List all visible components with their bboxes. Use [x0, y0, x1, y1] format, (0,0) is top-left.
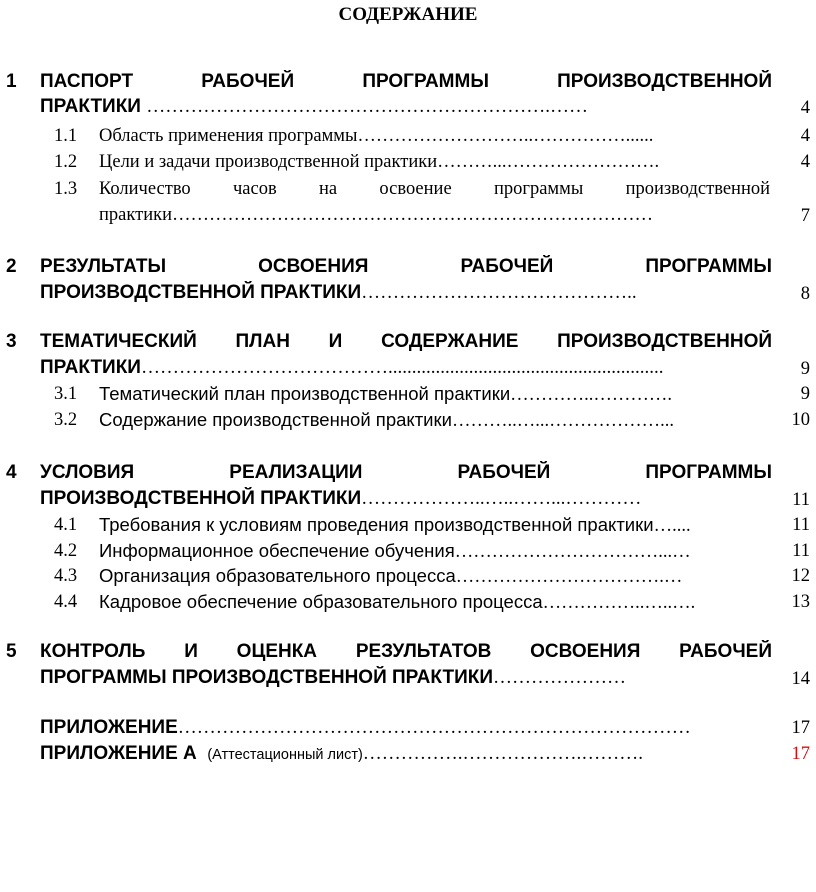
leader-dots: ……………..…..….: [542, 593, 696, 613]
section-number: 5: [6, 641, 17, 662]
subsection-title: Тематический план производственной практики…………..………….: [99, 383, 673, 405]
section-title-line1: КОНТРОЛЬ И ОЦЕНКА РЕЗУЛЬТАТОВ ОСВОЕНИЯ РАБОЧЕЙ: [40, 641, 772, 662]
leader-dots: ………...…………………….: [437, 152, 660, 172]
subsection-title: Требования к условиям проведения производственной практики…....: [99, 514, 691, 536]
section-title-line1: ПАСПОРТ РАБОЧЕЙ ПРОГРАММЫ ПРОИЗВОДСТВЕННОЙ: [40, 71, 772, 92]
section-number: 1: [6, 71, 17, 92]
page-number: 11: [792, 515, 810, 535]
page-number: 12: [791, 566, 810, 586]
leader-dots: ………..…...………………...: [451, 411, 674, 431]
page-number: 4: [800, 152, 810, 172]
subsection-title: Информационное обеспечение обучения……………………………...…: [99, 540, 691, 562]
leader-dots: …………….……………….……….: [362, 743, 644, 764]
subsection-number: 3.2: [54, 410, 78, 430]
page-number: 4: [800, 126, 810, 146]
subsection-title: Цели и задачи производственной практики………...…………………….: [99, 152, 660, 172]
subsection-title: Организация образовательного процесса…………………………….…: [99, 565, 683, 587]
leader-dots: ……………………………………………………….……: [146, 96, 588, 117]
section-title-line2: ПРОИЗВОДСТВЕННОЙ ПРАКТИКИ………………..…..……...…………: [40, 488, 642, 509]
page-number: 11: [792, 490, 810, 510]
leader-dots: ……………………………………………………………………: [171, 205, 653, 225]
subsection-title: Кадровое обеспечение образовательного процесса……………..…..….: [99, 591, 696, 613]
leader-dots: …………………: [493, 667, 626, 688]
subsection-number: 3.1: [54, 384, 78, 404]
page-number: 8: [800, 284, 810, 304]
section-title-line1: РЕЗУЛЬТАТЫ ОСВОЕНИЯ РАБОЧЕЙ ПРОГРАММЫ: [40, 256, 772, 277]
leader-dots: ………………..…..……...…………: [361, 488, 642, 509]
page-number: 11: [792, 541, 810, 561]
section-title-line2: ПРОИЗВОДСТВЕННОЙ ПРАКТИКИ……………………………………..: [40, 282, 637, 303]
section-title-line1: ТЕМАТИЧЕСКИЙ ПЛАН И СОДЕРЖАНИЕ ПРОИЗВОДСТВЕННОЙ: [40, 331, 772, 352]
appendix-a-title: ПРИЛОЖЕНИЕ А (Аттестационный лист)…………….……………….……….: [40, 743, 644, 764]
subsection-title-line1: Количество часов на освоение программы производственной: [99, 179, 770, 199]
page-number-highlighted: 17: [791, 744, 810, 764]
leader-dots: …………..………….: [510, 385, 673, 405]
page-number: 7: [800, 206, 810, 226]
subsection-number: 1.2: [54, 152, 78, 172]
page-number: 9: [800, 384, 810, 404]
appendix-title: ПРИЛОЖЕНИЕ………………………………………………………………………: [40, 717, 691, 738]
section-number: 3: [6, 331, 17, 352]
subsection-number: 4.3: [54, 566, 78, 586]
leader-dots: …....: [653, 516, 691, 536]
section-title-line2: ПРОГРАММЫ ПРОИЗВОДСТВЕННОЙ ПРАКТИКИ…………………: [40, 667, 626, 688]
section-number: 4: [6, 462, 17, 483]
leader-dots: …………………………….…: [455, 567, 683, 587]
page-number: 13: [791, 592, 810, 612]
leader-dots: ……………………………...…: [454, 542, 691, 562]
subsection-number: 1.1: [54, 126, 78, 146]
subsection-number: 4.4: [54, 592, 78, 612]
page-number: 9: [800, 359, 810, 379]
page-number: 10: [791, 410, 810, 430]
page-number: 14: [791, 669, 810, 689]
subsection-number: 4.1: [54, 515, 78, 535]
leader-dots: ………………………………………………………………………: [177, 717, 691, 738]
page-number: 4: [800, 98, 810, 118]
subsection-title: Область применения программы………………………..……………......: [99, 126, 654, 146]
subsection-number: 4.2: [54, 541, 78, 561]
appendix-a-note: (Аттестационный лист): [207, 747, 363, 763]
section-title-line1: УСЛОВИЯ РЕАЛИЗАЦИИ РАБОЧЕЙ ПРОГРАММЫ: [40, 462, 772, 483]
section-title-line2: ПРАКТИКИ…………………………………..........................................................: [40, 357, 664, 378]
leader-dots: ………………………..……………......: [357, 126, 654, 146]
leader-dots: ……………………………………..: [361, 282, 637, 303]
subsection-title-line2: практики……………………………………………………………………: [99, 205, 653, 225]
subsection-number: 1.3: [54, 179, 78, 199]
section-number: 2: [6, 256, 17, 277]
section-title-line2: ПРАКТИКИ ……………………………………………………….……: [40, 96, 588, 117]
leader-dots: …………………………………..........................................................: [140, 357, 664, 378]
page-title: СОДЕРЖАНИЕ: [338, 4, 478, 25]
subsection-title: Содержание производственной практики………..…...………………...: [99, 409, 674, 431]
page-number: 17: [791, 718, 810, 738]
